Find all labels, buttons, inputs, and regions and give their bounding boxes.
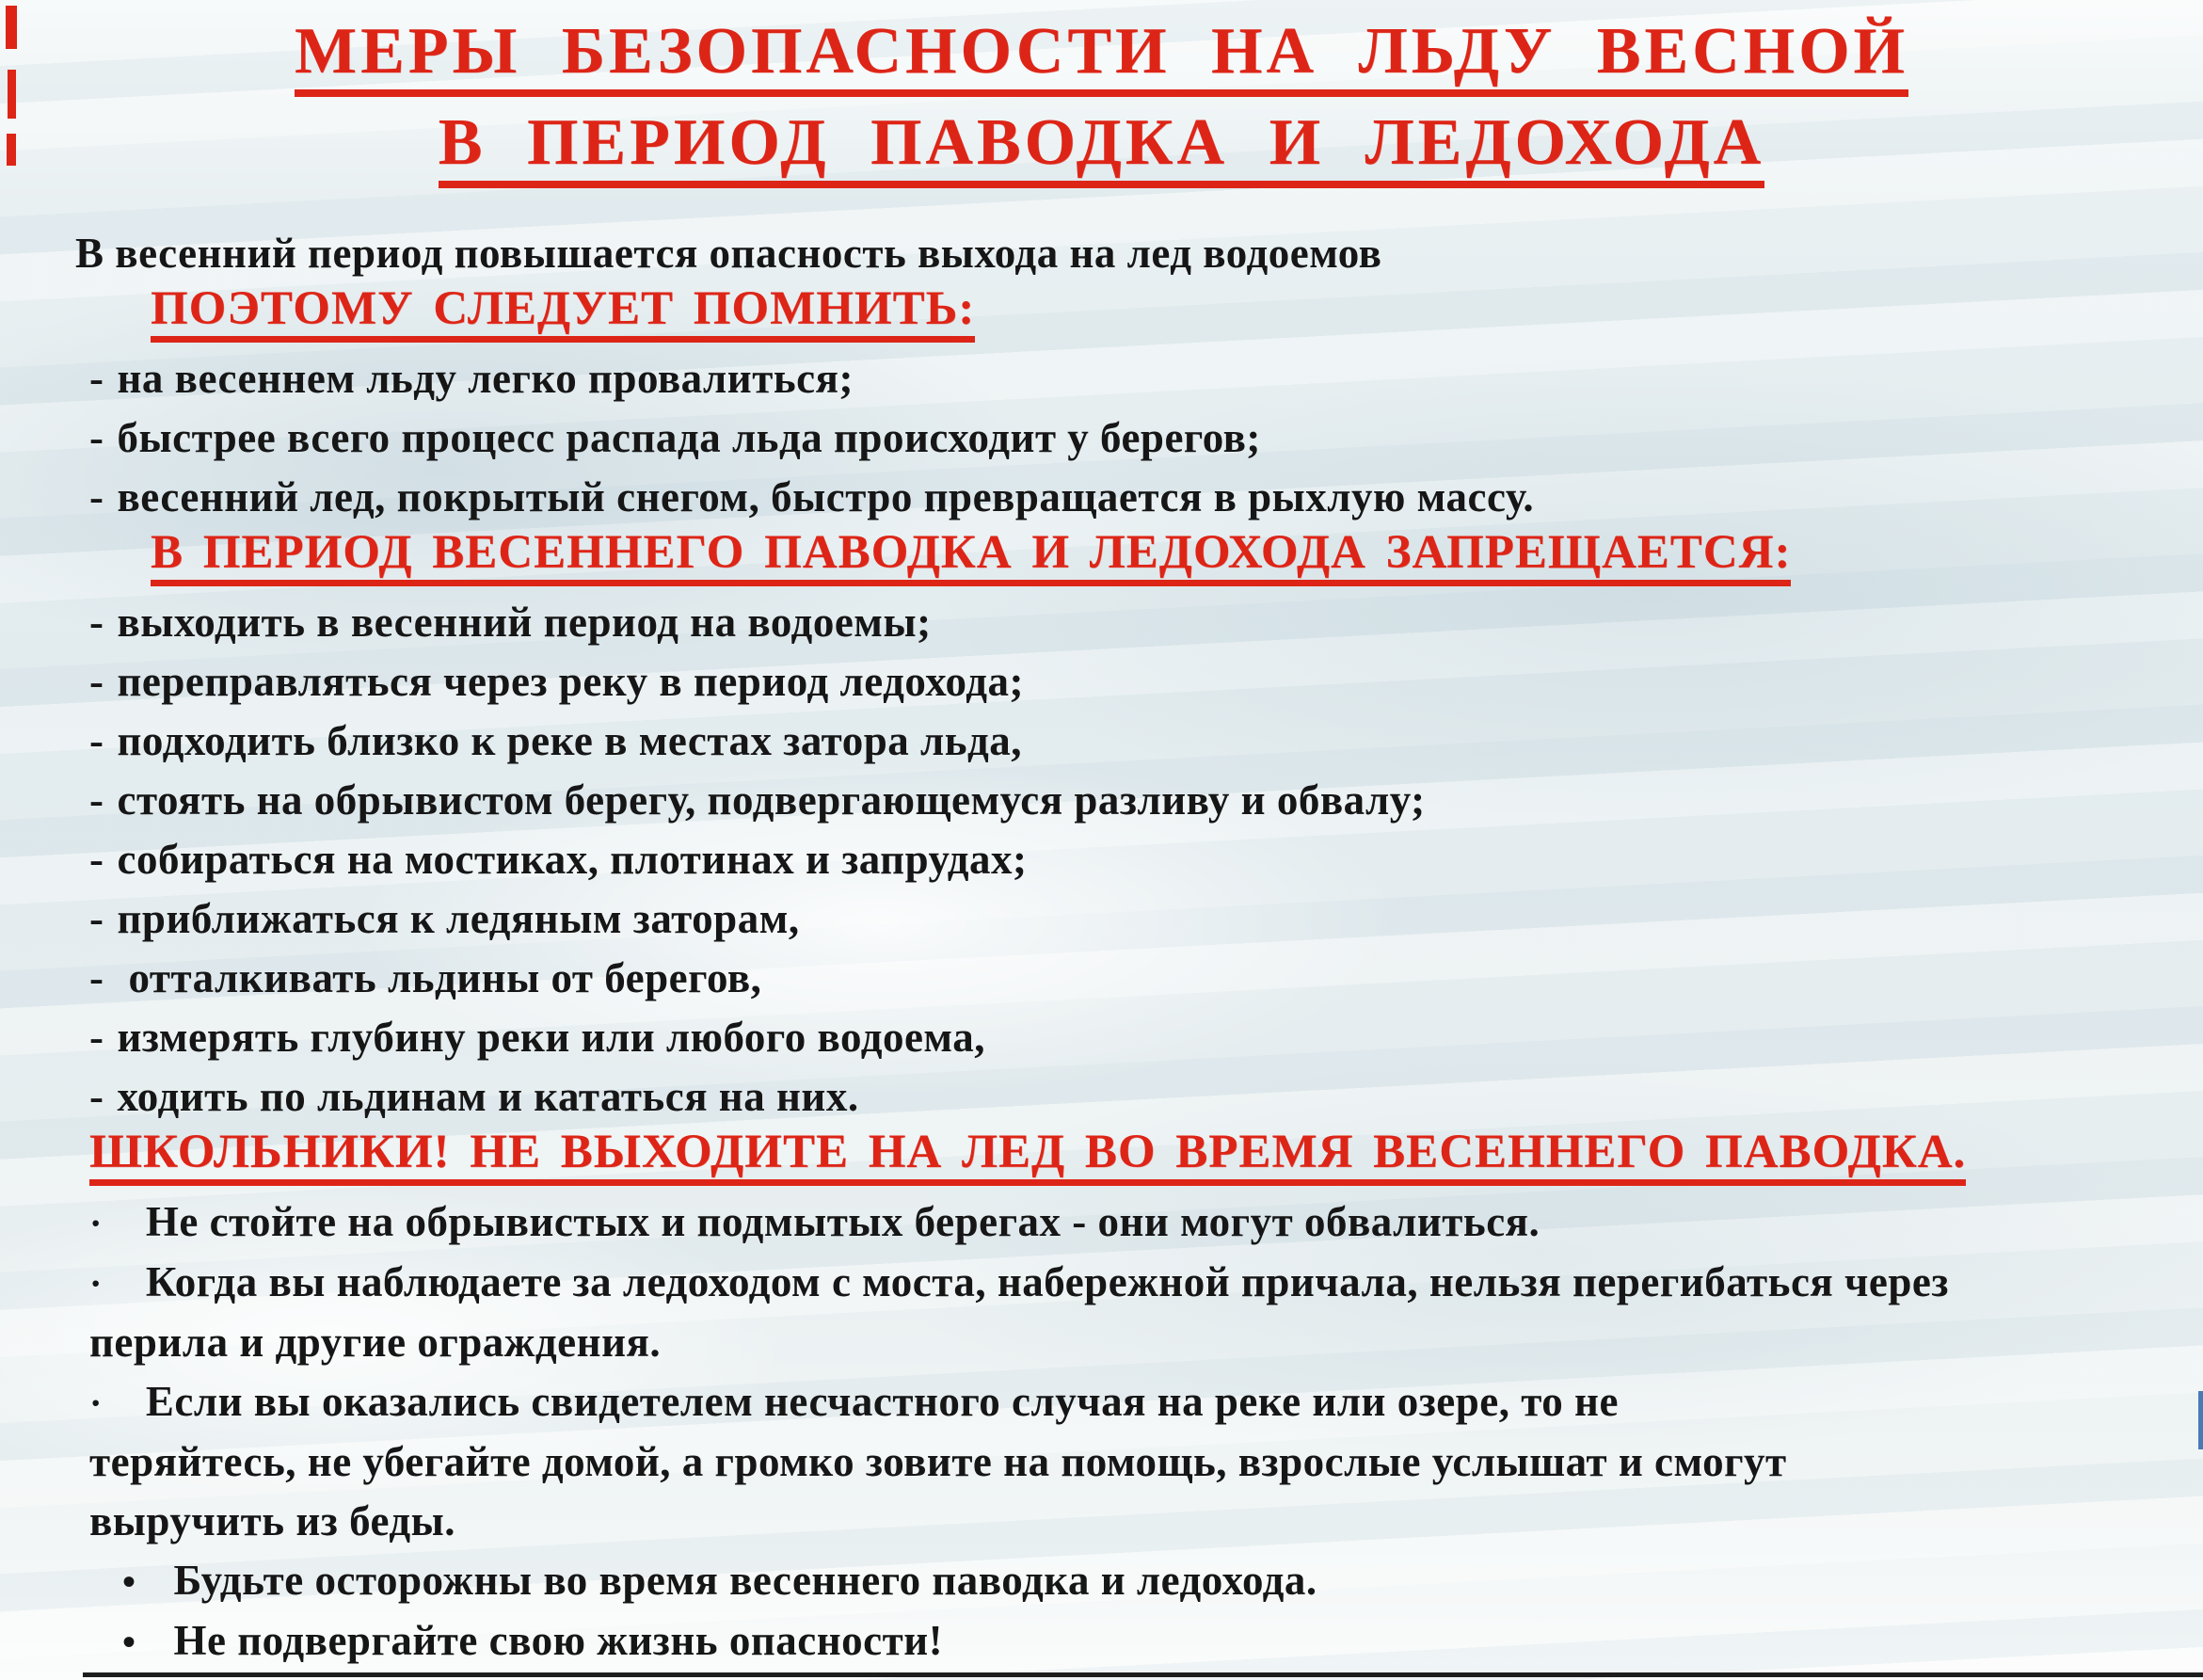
dash-marker: - xyxy=(89,776,104,824)
list-item: · Не стойте на обрывистых и подмытых берегах - они могут обвалиться. xyxy=(89,1198,1541,1245)
list-item: - на весеннем льду легко провалиться; xyxy=(89,355,854,402)
list-item: · Если вы оказались свидетелем несчастного случая на реке или озере, то не теряйтесь, не убегайте домой, а громко зовите на помощь, взрослые услышат и смогут выручить из беды. xyxy=(89,1378,1787,1544)
list-item: - отталкивать льдины от берегов, xyxy=(89,954,762,1001)
dash-marker: - xyxy=(89,954,104,1001)
section-heading-forbidden: В ПЕРИОД ВЕСЕННЕГО ПАВОДКА И ЛЕДОХОДА ЗАПРЕЩАЕТСЯ: xyxy=(0,527,2203,593)
dash-marker: - xyxy=(89,599,104,646)
list-item: - выходить в весенний период на водоемы; xyxy=(89,599,932,646)
section-heading-remember: ПОЭТОМУ СЛЕДУЕТ ПОМНИТЬ: xyxy=(0,283,2203,349)
dash-marker: - xyxy=(89,414,104,461)
list-item: - весенний лед, покрытый снегом, быстро превращается в рыхлую массу. xyxy=(89,473,1535,520)
bullet-marker: • xyxy=(122,1560,136,1603)
list-item: - измерять глубину реки или любого водоема, xyxy=(89,1014,986,1061)
title-line-1: МЕРЫ БЕЗОПАСНОСТИ НА ЛЬДУ ВЕСНОЙ xyxy=(0,19,2203,97)
dash-marker: - xyxy=(89,355,104,402)
dot-marker: · xyxy=(89,1262,103,1304)
list-item: - ходить по льдинам и кататься на них. xyxy=(89,1073,859,1120)
list-item: - приближаться к ледяным заторам, xyxy=(89,895,800,942)
scan-artifact xyxy=(6,6,17,49)
list-item: - собираться на мостиках, плотинах и запрудах; xyxy=(89,836,1028,883)
page-title xyxy=(0,15,2203,188)
scan-edge-line xyxy=(83,1672,2203,1677)
dash-marker: - xyxy=(89,1073,104,1120)
dash-marker: - xyxy=(89,836,104,883)
scan-artifact xyxy=(8,70,16,119)
list-item: - быстрее всего процесс распада льда происходит у берегов; xyxy=(89,414,1261,461)
intro-text: В весенний период повышается опасность выхода на лед водоемов xyxy=(75,230,1382,277)
title-line-2: В ПЕРИОД ПАВОДКА И ЛЕДОХОДА xyxy=(0,110,2203,188)
dash-marker: - xyxy=(89,895,104,942)
list-item: • Не подвергайте свою жизнь опасности! xyxy=(122,1617,944,1664)
list-item: • Будьте осторожны во время весеннего паводка и ледохода. xyxy=(122,1557,1317,1604)
dash-marker: - xyxy=(89,717,104,764)
dot-marker: · xyxy=(89,1202,103,1244)
bullet-marker: • xyxy=(122,1621,136,1663)
dash-marker: - xyxy=(89,1014,104,1061)
section-heading-schoolchildren: ШКОЛЬНИКИ! НЕ ВЫХОДИТЕ НА ЛЕД ВО ВРЕМЯ ВЕСЕННЕГО ПАВОДКА. xyxy=(0,1127,2203,1192)
list-item: - стоять на обрывистом берегу, подвергающемуся разливу и обвалу; xyxy=(89,776,1426,824)
dash-marker: - xyxy=(89,658,104,705)
list-item: · Когда вы наблюдаете за ледоходом с моста, набережной причала, нельзя перегибаться через перила и другие ограждения. xyxy=(89,1258,1949,1366)
list-item: - подходить близко к реке в местах затора льда, xyxy=(89,717,1023,764)
dash-marker: - xyxy=(89,473,104,520)
list-item: - переправляться через реку в период ледохода; xyxy=(89,658,1024,705)
scan-artifact xyxy=(7,134,16,166)
scan-artifact xyxy=(2198,1391,2203,1449)
dot-marker: · xyxy=(89,1382,103,1424)
